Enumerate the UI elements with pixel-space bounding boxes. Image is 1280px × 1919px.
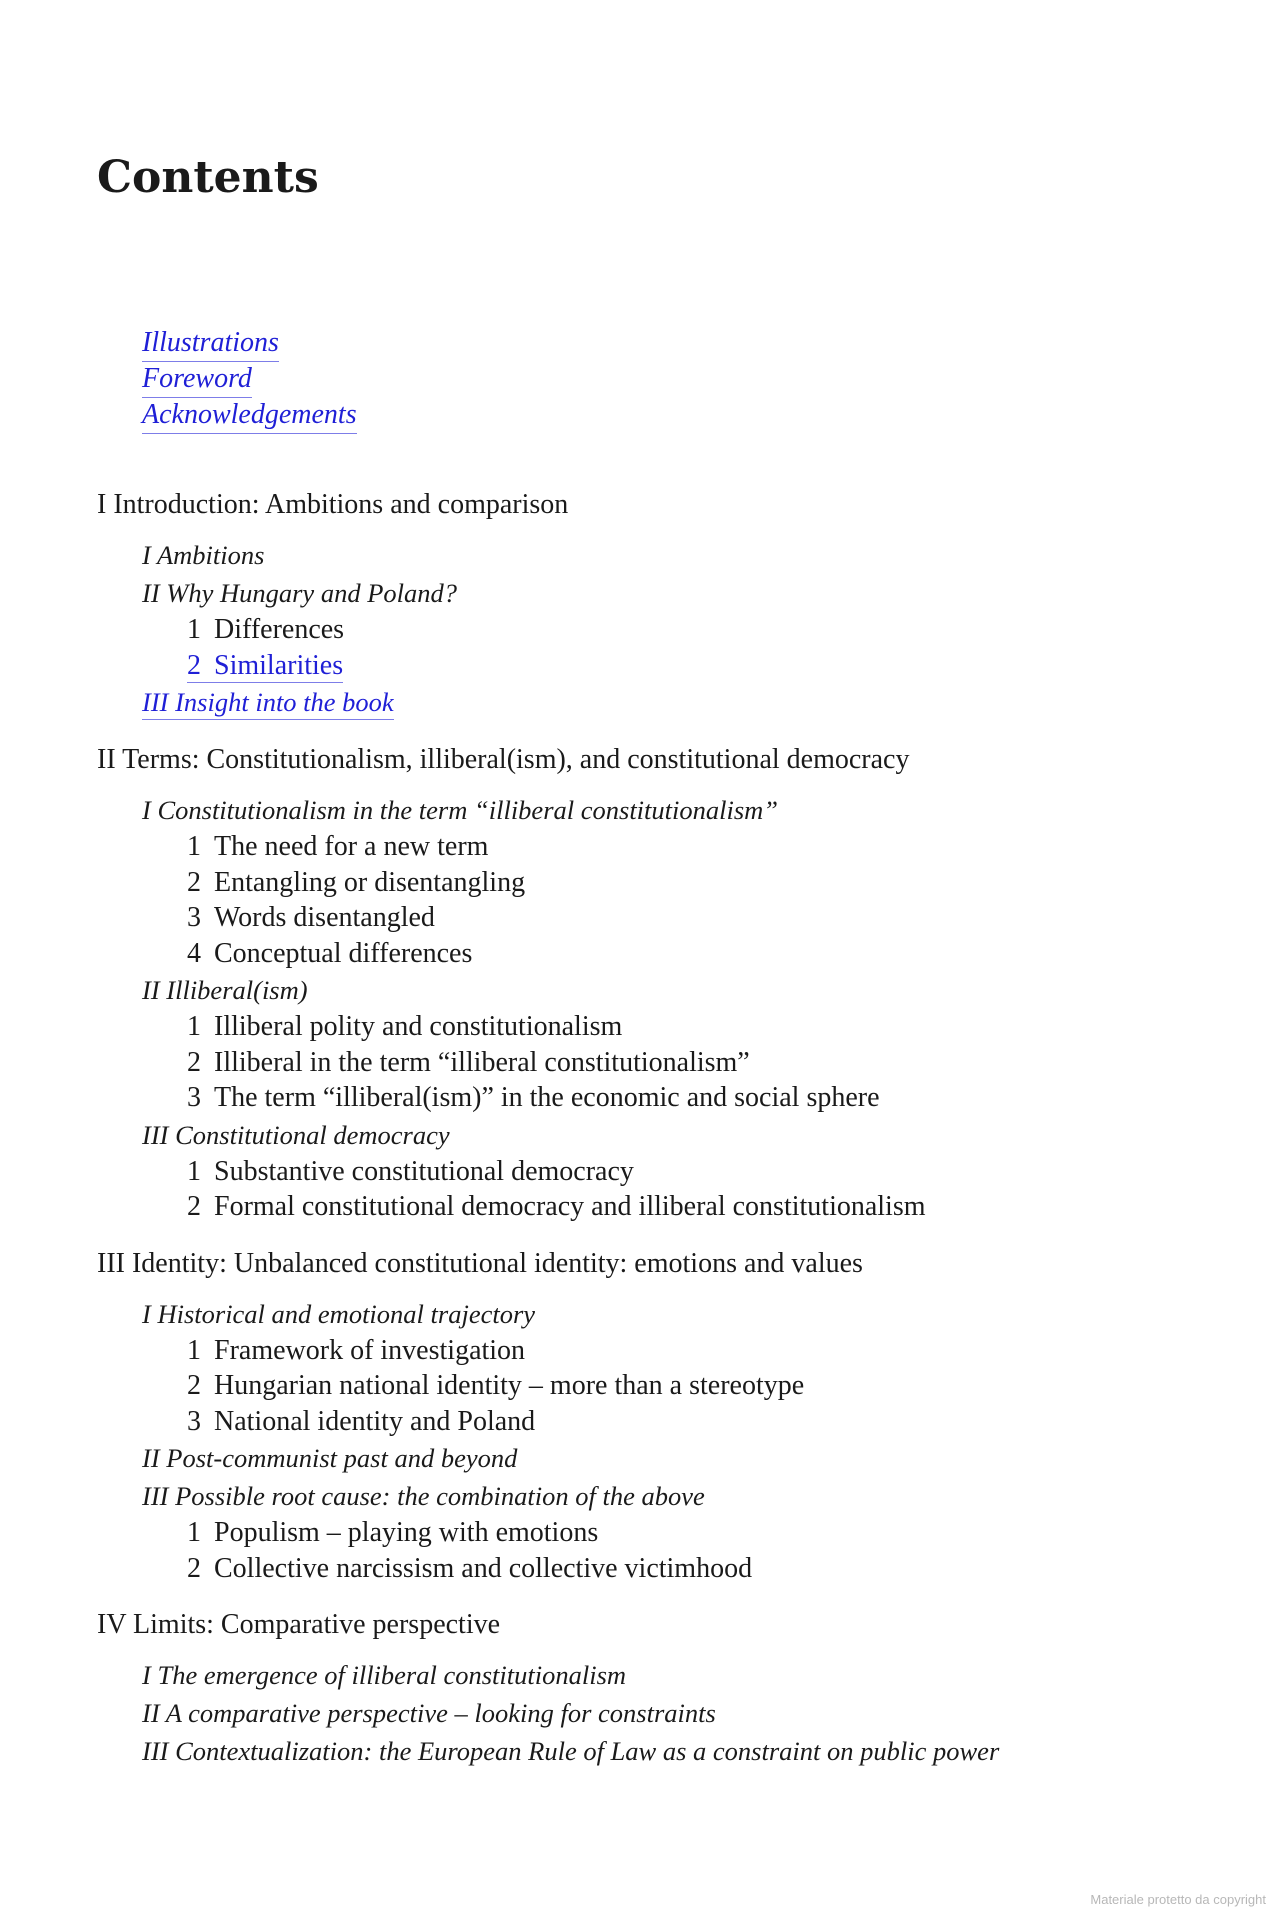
subsection-entry[interactable] — [187, 612, 1237, 648]
subsection-number: 1 — [187, 614, 201, 645]
section-title[interactable]: II Post-communist past and beyond — [142, 1443, 518, 1473]
subsection-number: 2 — [187, 1552, 201, 1584]
section-entry[interactable] — [142, 791, 1237, 829]
copyright-watermark: Materiale protetto da copyright — [1090, 1892, 1266, 1907]
subsection-text[interactable] — [187, 1047, 750, 1078]
section-entry[interactable] — [142, 1694, 1237, 1732]
subsection-text[interactable] — [187, 1082, 880, 1113]
section-title[interactable]: III Constitutional democracy — [142, 1119, 450, 1150]
section-title[interactable]: II A comparative perspective – looking for constraints — [142, 1698, 716, 1728]
subsection-entry[interactable] — [187, 1368, 1237, 1404]
section-entry[interactable] — [142, 574, 1237, 612]
section-title[interactable]: II Why Hungary and Poland? — [142, 578, 457, 608]
subsection-entry[interactable] — [187, 1154, 1237, 1190]
section-title[interactable]: I Historical and emotional trajectory — [142, 1298, 536, 1329]
subsection-title: National identity and Poland — [214, 1405, 536, 1437]
subsection-number: 1 — [187, 1011, 201, 1042]
subsection-number: 1 — [187, 831, 201, 862]
subsection-text[interactable] — [187, 831, 488, 862]
section-title[interactable]: II Illiberal(ism) — [142, 975, 308, 1005]
section-entry[interactable] — [142, 1477, 1237, 1515]
subsection-number: 3 — [187, 902, 201, 933]
link-foreword[interactable]: Foreword — [142, 361, 252, 398]
subsection-number: 3 — [187, 1082, 201, 1113]
subsection-entry[interactable] — [187, 936, 1237, 972]
chapter — [97, 743, 1237, 1225]
section-title[interactable]: III Possible root cause: the combination of the above — [142, 1481, 705, 1511]
subsection-title: Differences — [214, 614, 345, 645]
subsection-text[interactable] — [187, 1370, 804, 1401]
link-acknowledgements[interactable]: Acknowledgements — [142, 397, 357, 434]
section-title[interactable]: I Ambitions — [142, 540, 265, 570]
subsection-entry[interactable] — [187, 1189, 1237, 1225]
subsection-text[interactable] — [187, 867, 525, 898]
subsection-entry[interactable] — [187, 1080, 1237, 1116]
subsection-title: Similarities — [214, 649, 344, 681]
subsection-entry[interactable] — [187, 865, 1237, 901]
subsection-title: Entangling or disentangling — [214, 866, 526, 898]
chapter-title[interactable]: II Terms: Constitutionalism, illiberal(ism), and constitutional democracy — [97, 744, 910, 775]
subsection-text[interactable] — [187, 938, 472, 969]
subsection-number: 3 — [187, 1405, 201, 1437]
section-entry[interactable] — [142, 1116, 1237, 1154]
subsection-title: Substantive constitutional democracy — [214, 1155, 634, 1187]
chapter — [97, 488, 1237, 721]
section-entry[interactable] — [142, 1732, 1237, 1770]
subsection-title: Illiberal in the term “illiberal constitutionalism” — [214, 1046, 750, 1078]
subsection-text[interactable] — [187, 1156, 634, 1187]
chapter-title[interactable]: IV Limits: Comparative perspective — [97, 1609, 501, 1640]
section-entry[interactable] — [142, 1295, 1237, 1333]
link-illustrations[interactable]: Illustrations — [142, 325, 279, 362]
chapter-title[interactable]: III Identity: Unbalanced constitutional identity: emotions and values — [97, 1247, 863, 1279]
subsection-text[interactable] — [187, 1335, 525, 1366]
subsection-text[interactable] — [187, 614, 344, 645]
subsection-title: Framework of investigation — [214, 1334, 526, 1366]
subsection-title: Populism – playing with emotions — [214, 1517, 599, 1548]
subsection-number: 1 — [187, 1517, 201, 1548]
subsection-number: 4 — [187, 937, 201, 969]
subsection-title: The term “illiberal(ism)” in the economic and social sphere — [214, 1082, 880, 1113]
subsection-number: 2 — [187, 649, 201, 681]
subsection-entry[interactable] — [187, 648, 1237, 684]
subsection-text[interactable] — [187, 1517, 598, 1548]
chapter-title[interactable]: I Introduction: Ambitions and comparison — [97, 489, 569, 520]
section-title[interactable]: I The emergence of illiberal constitutionalism — [142, 1660, 627, 1690]
subsection-number: 2 — [187, 1191, 201, 1222]
subsection-entry[interactable] — [187, 1551, 1237, 1587]
subsection-link[interactable] — [187, 649, 343, 683]
section-entry[interactable] — [142, 971, 1237, 1009]
chapter — [97, 1608, 1237, 1770]
subsection-entry[interactable] — [187, 1404, 1237, 1440]
subsection-text[interactable] — [187, 1553, 752, 1584]
subsection-entry[interactable] — [187, 1009, 1237, 1045]
subsection-text[interactable] — [187, 1011, 622, 1042]
subsection-number: 2 — [187, 866, 201, 898]
subsection-text[interactable] — [187, 1406, 535, 1437]
subsection-entry[interactable] — [187, 829, 1237, 865]
subsection-number: 1 — [187, 1334, 201, 1366]
subsection-entry[interactable] — [187, 900, 1237, 936]
subsection-number: 2 — [187, 1370, 201, 1401]
subsection-title: Collective narcissism and collective victimhood — [214, 1552, 753, 1584]
subsection-title: Illiberal polity and constitutionalism — [214, 1011, 623, 1042]
section-entry[interactable] — [142, 1439, 1237, 1477]
subsection-title: Words disentangled — [214, 902, 435, 933]
subsection-text[interactable] — [187, 902, 435, 933]
subsection-entry[interactable] — [187, 1515, 1237, 1551]
subsection-title: Formal constitutional democracy and illiberal constitutionalism — [214, 1191, 926, 1222]
subsection-text[interactable] — [187, 1191, 926, 1222]
subsection-title: Hungarian national identity – more than a stereotype — [214, 1370, 805, 1401]
section-title[interactable]: III Contextualization: the European Rule of Law as a constraint on public power — [142, 1736, 1000, 1766]
subsection-number: 2 — [187, 1046, 201, 1078]
chapter — [97, 1247, 1237, 1587]
section-entry[interactable] — [142, 1656, 1237, 1694]
table-of-contents — [97, 488, 1237, 1792]
subsection-number: 1 — [187, 1155, 201, 1187]
section-link[interactable]: III Insight into the book — [142, 686, 394, 720]
section-entry[interactable] — [142, 536, 1237, 574]
section-entry[interactable] — [142, 683, 1237, 721]
subsection-entry[interactable] — [187, 1045, 1237, 1081]
front-matter-links — [142, 325, 357, 433]
section-title[interactable]: I Constitutionalism in the term “illiberal constitutionalism” — [142, 795, 779, 825]
subsection-title: The need for a new term — [214, 831, 489, 862]
page-title: Contents — [97, 152, 319, 203]
subsection-entry[interactable] — [187, 1333, 1237, 1369]
subsection-title: Conceptual differences — [214, 937, 473, 969]
